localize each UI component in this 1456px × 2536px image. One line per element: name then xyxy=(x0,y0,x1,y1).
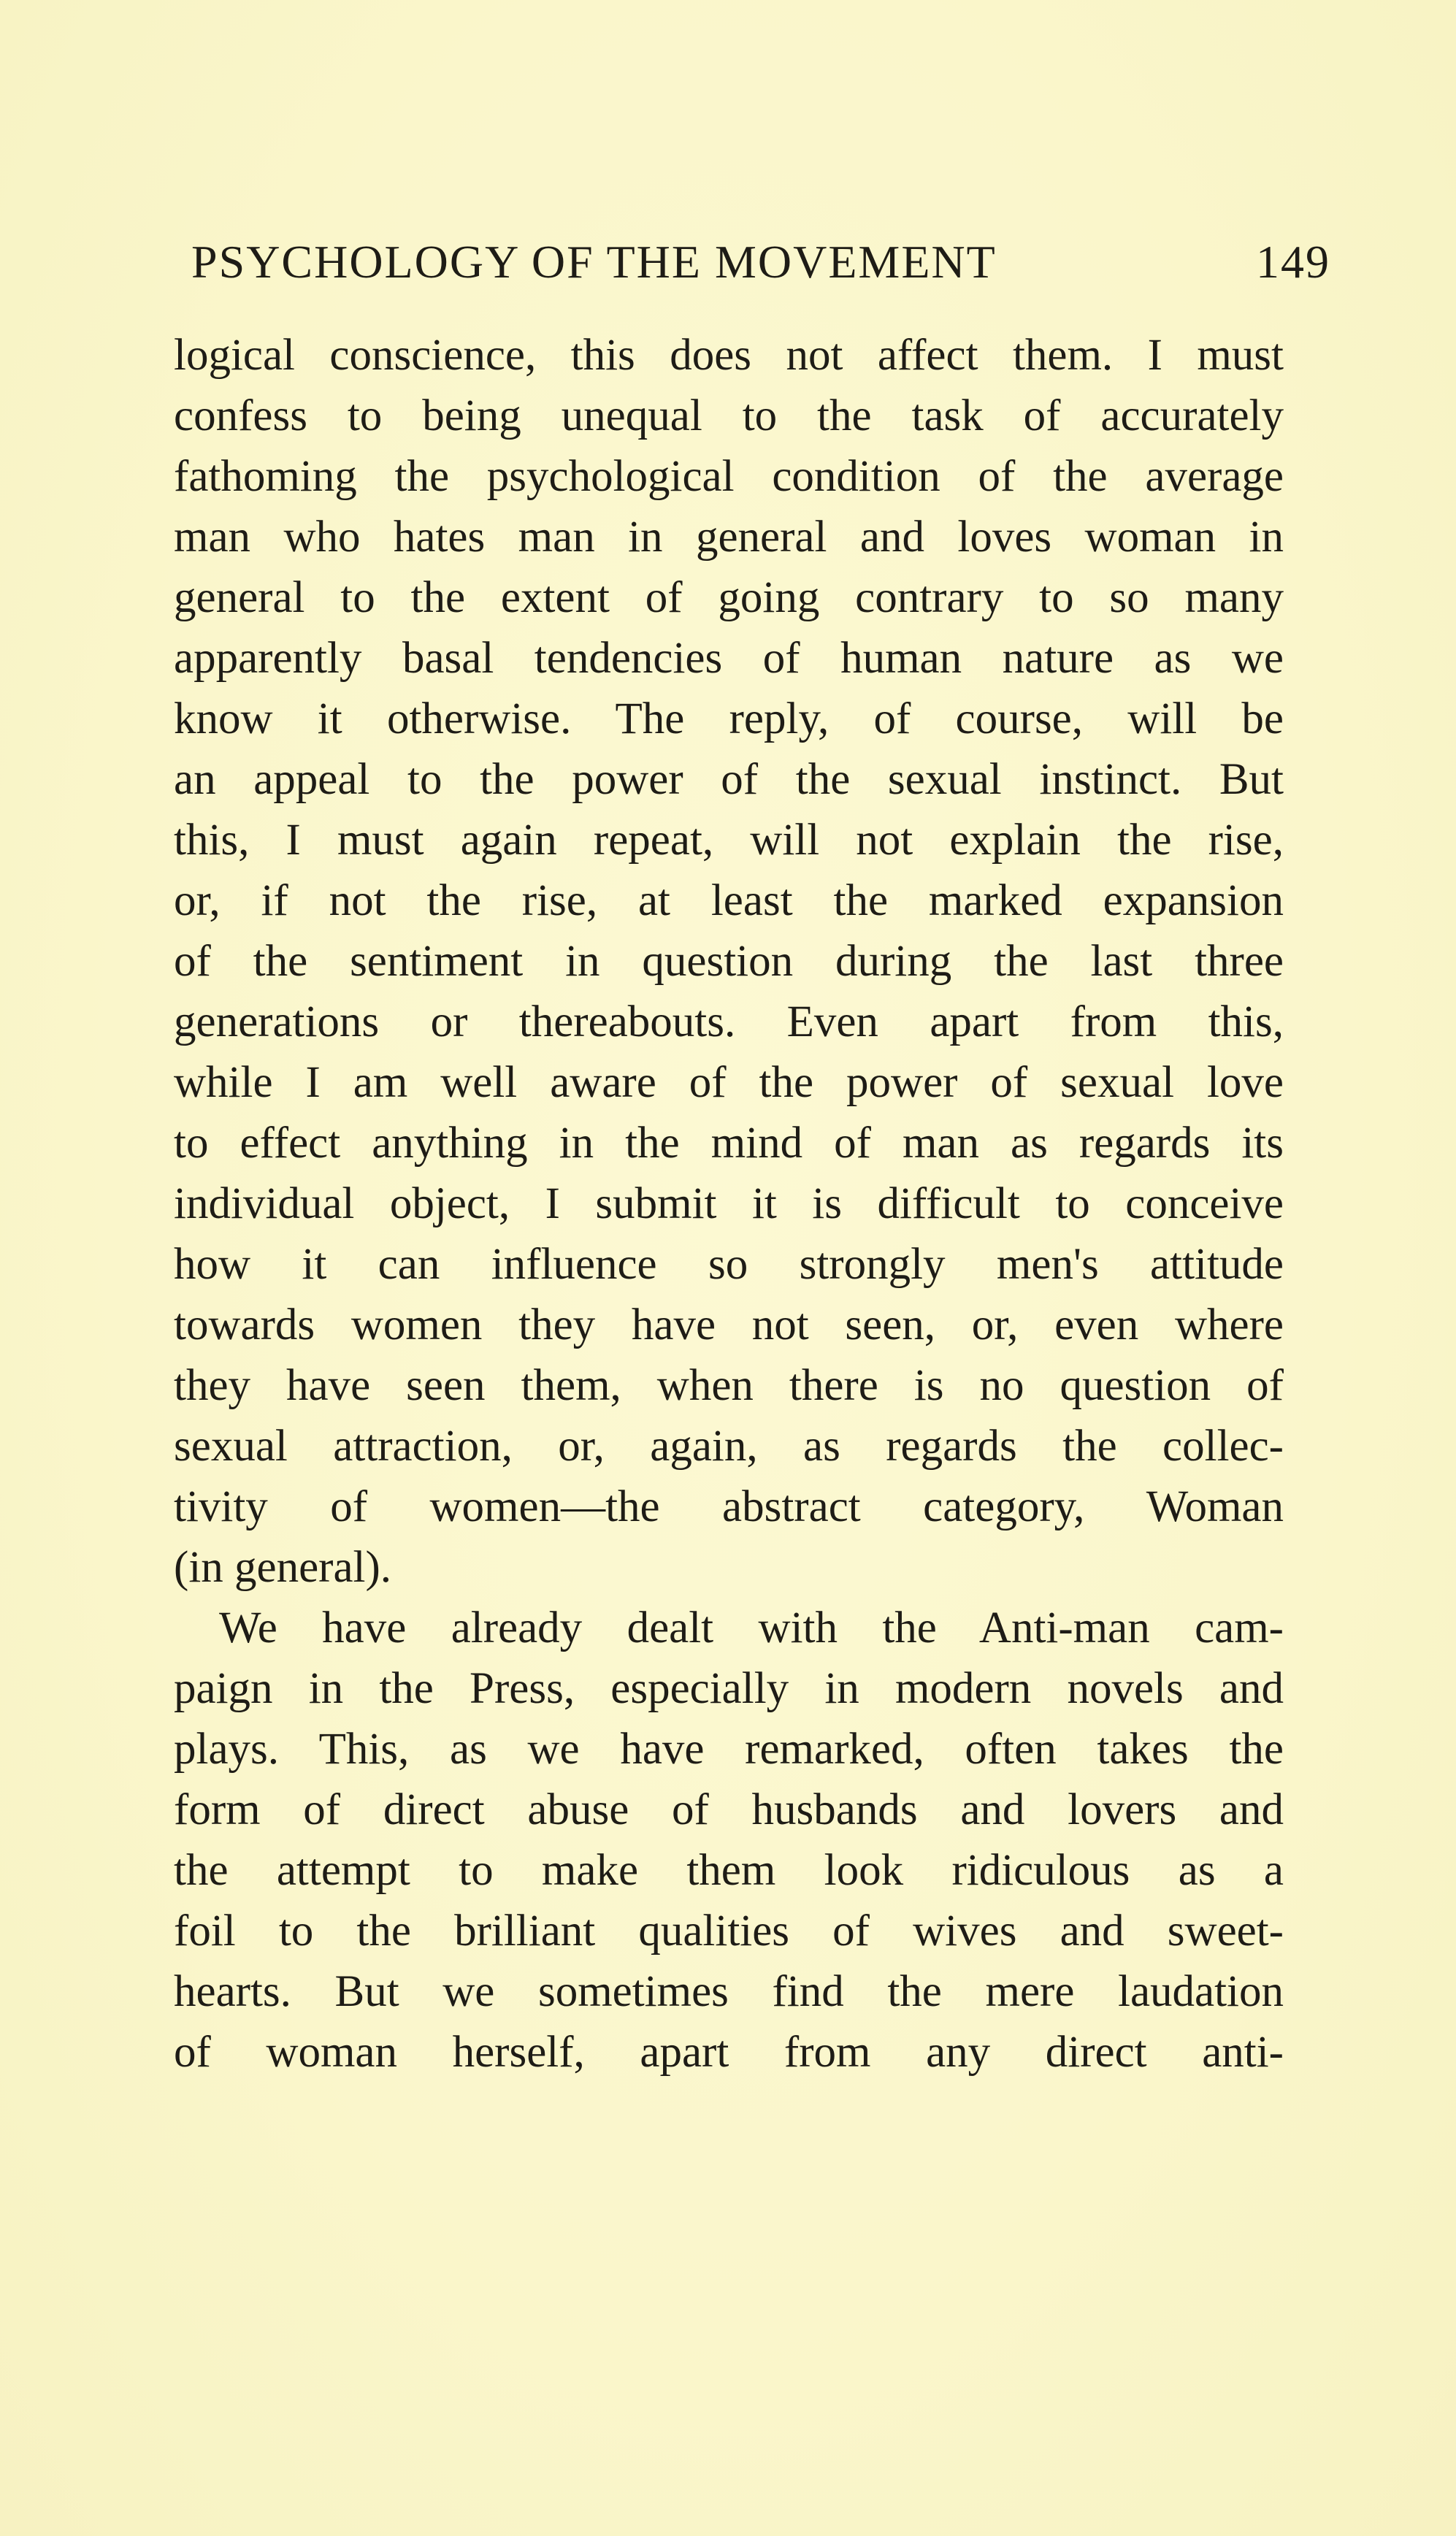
text-line: form of direct abuse of husbands and lovers and xyxy=(174,1785,1284,1834)
text-line: individual object, I submit it is difficult to conceive xyxy=(174,1179,1284,1228)
text-line: to effect anything in the mind of man as regards its xyxy=(174,1119,1284,1168)
text-line: the attempt to make them look ridiculous as a xyxy=(174,1846,1284,1895)
text-line: plays. This, as we have remarked, often takes the xyxy=(174,1725,1284,1774)
text-line: paign in the Press, especially in modern novels and xyxy=(174,1664,1284,1713)
text-line: how it can influence so strongly men's attitude xyxy=(174,1240,1284,1289)
body-text xyxy=(174,325,1284,2083)
text-line: logical conscience, this does not affect them. I must xyxy=(174,331,1284,380)
text-line: We have already dealt with the Anti-man cam- xyxy=(219,1604,1284,1652)
text-line: foil to the brilliant qualities of wives and sweet- xyxy=(174,1907,1284,1955)
text-line: an appeal to the power of the sexual instinct. But xyxy=(174,755,1284,804)
text-line: of woman herself, apart from any direct anti- xyxy=(174,2028,1284,2077)
text-line: hearts. But we sometimes find the mere laudation xyxy=(174,1967,1284,2016)
text-line: generations or thereabouts. Even apart from this, xyxy=(174,997,1284,1046)
text-line: while I am well aware of the power of sexual love xyxy=(174,1058,1284,1107)
text-line: of the sentiment in question during the last three xyxy=(174,937,1284,986)
running-head: PSYCHOLOGY OF THE MOVEMENT xyxy=(191,236,997,288)
text-line: man who hates man in general and loves woman in xyxy=(174,513,1284,562)
text-line: apparently basal tendencies of human nature as we xyxy=(174,634,1284,683)
text-line: sexual attraction, or, again, as regards the collec- xyxy=(174,1422,1284,1471)
text-line: or, if not the rise, at least the marked expansion xyxy=(174,876,1284,925)
text-line: towards women they have not seen, or, even where xyxy=(174,1300,1284,1349)
text-line: tivity of women—the abstract category, Woman xyxy=(174,1482,1284,1531)
text-line: (in general). xyxy=(174,1543,392,1592)
text-line: know it otherwise. The reply, of course, will be xyxy=(174,694,1284,743)
text-line: this, I must again repeat, will not explain the rise, xyxy=(174,816,1284,865)
text-line: they have seen them, when there is no question of xyxy=(174,1361,1284,1410)
page-number: 149 xyxy=(1256,236,1330,288)
text-line: confess to being unequal to the task of accurately xyxy=(174,391,1284,440)
text-line: fathoming the psychological condition of the average xyxy=(174,452,1284,501)
text-line: general to the extent of going contrary to so many xyxy=(174,573,1284,622)
page-header xyxy=(191,235,1330,301)
